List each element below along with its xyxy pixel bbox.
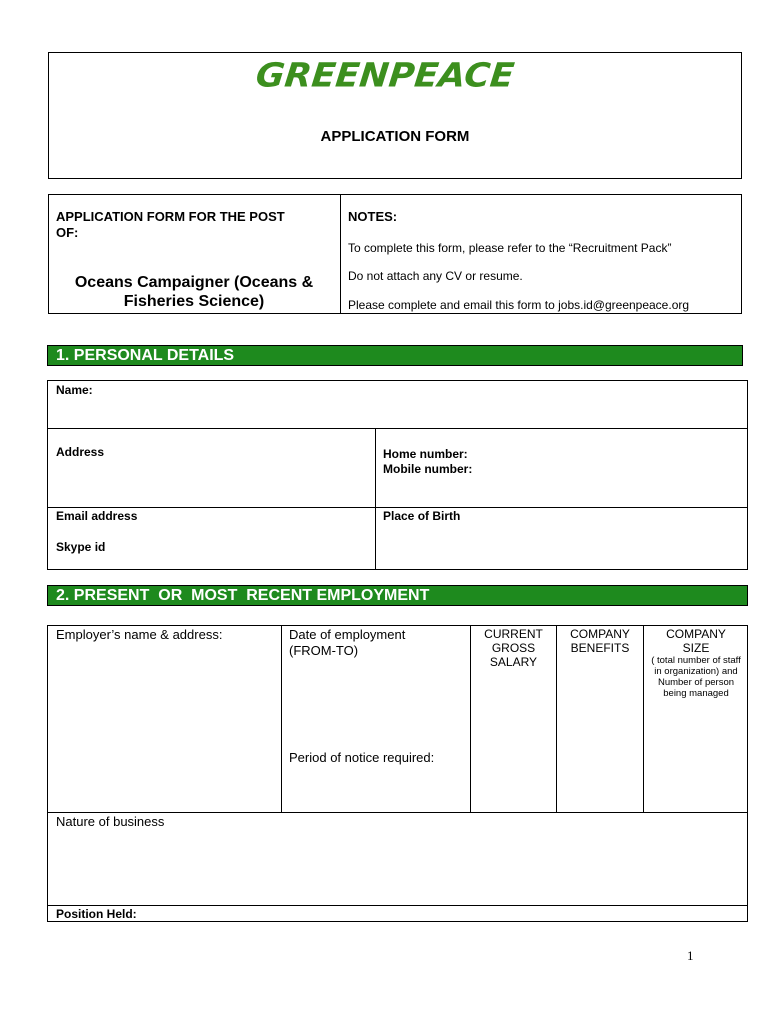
- column-divider: [556, 625, 557, 813]
- form-title: APPLICATION FORM: [320, 128, 470, 145]
- notice-period-label: Period of notice required:: [289, 750, 435, 765]
- section-1-heading: 1. PERSONAL DETAILS: [47, 345, 743, 366]
- notes-line-3: Please complete and email this form to jobs.id@greenpeace.org: [348, 298, 690, 312]
- column-divider: [470, 625, 471, 813]
- home-number-label: Home number:: [383, 447, 468, 461]
- nature-of-business-label: Nature of business: [56, 814, 165, 829]
- birth-place-label: Place of Birth: [383, 509, 461, 523]
- row-divider: [47, 428, 748, 429]
- address-label: Address: [56, 445, 105, 459]
- greenpeace-logo: GREENPEACE: [254, 57, 516, 95]
- company-size-note: ( total number of staff in organization) and Number of person being managed: [651, 655, 741, 699]
- benefits-label: COMPANY BENEFITS: [570, 627, 630, 655]
- post-position: Oceans Campaigner (Oceans & Fisheries Science): [74, 274, 314, 310]
- notes-line-1: To complete this form, please refer to the “Recruitment Pack”: [348, 241, 672, 255]
- name-label: Name:: [56, 383, 93, 397]
- row-divider: [47, 812, 748, 813]
- column-divider: [281, 625, 282, 813]
- column-divider: [375, 428, 376, 570]
- post-label: APPLICATION FORM FOR THE POST OF:: [56, 209, 285, 240]
- post-notes-divider: [340, 194, 341, 314]
- employer-label: Employer’s name & address:: [56, 627, 223, 642]
- position-held-label: Position Held:: [56, 907, 137, 921]
- section-2-heading: 2. PRESENT OR MOST RECENT EMPLOYMENT: [47, 585, 748, 606]
- notes-heading: NOTES:: [348, 209, 398, 224]
- skype-label: Skype id: [56, 540, 106, 554]
- column-divider: [643, 625, 644, 813]
- company-size-label: COMPANY SIZE: [666, 627, 726, 655]
- row-divider: [47, 507, 748, 508]
- notes-line-2: Do not attach any CV or resume.: [348, 269, 523, 283]
- row-divider: [47, 905, 748, 906]
- mobile-number-label: Mobile number:: [383, 462, 473, 476]
- salary-label: CURRENT GROSS SALARY: [484, 627, 543, 669]
- email-label: Email address: [56, 509, 138, 523]
- employment-date-label: Date of employment (FROM-TO): [289, 627, 406, 658]
- page-number: 1: [687, 948, 694, 963]
